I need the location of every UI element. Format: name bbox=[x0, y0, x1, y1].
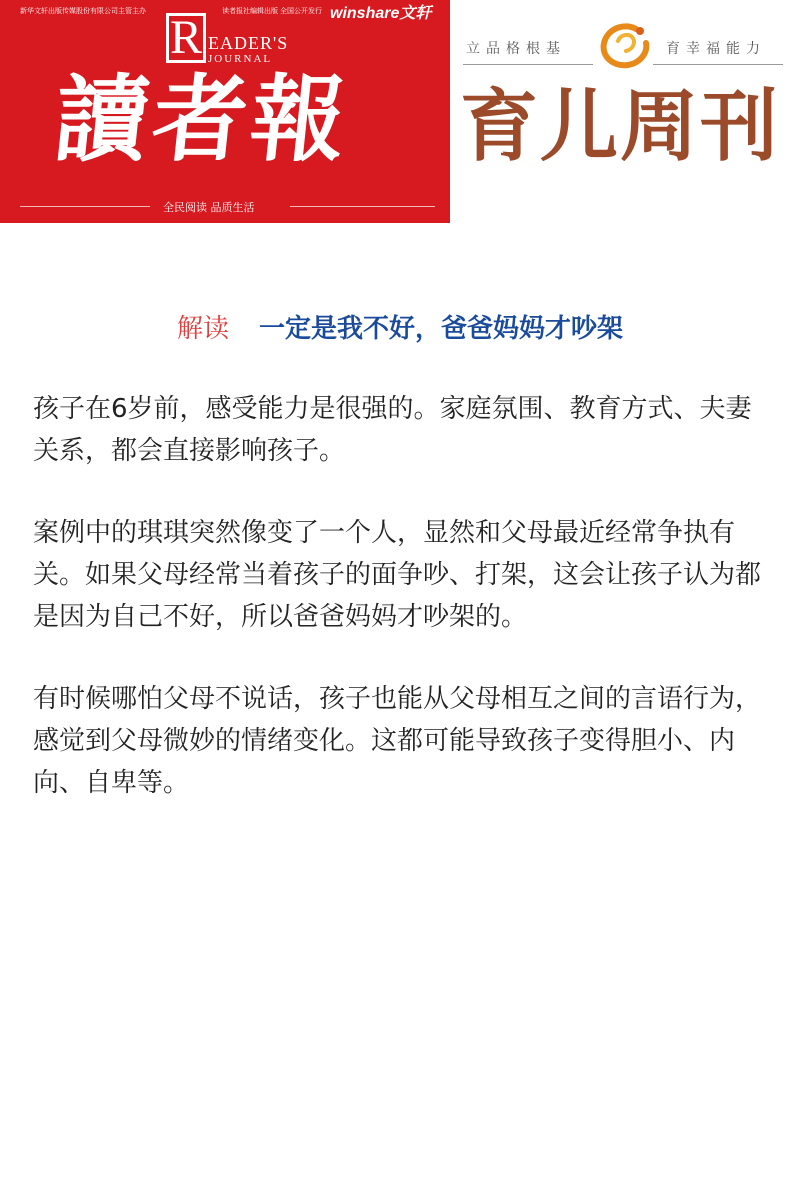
masthead-divider-left bbox=[20, 206, 150, 207]
article-paragraph: 案例中的琪琪突然像变了一个人，显然和父母最近经常争执有关。如果父母经常当着孩子的面争吵、打架，这会让孩子认为都是因为自己不好，所以爸爸妈妈才吵架的。 bbox=[33, 518, 762, 632]
journal-logo-initial: R bbox=[170, 11, 203, 64]
journal-logo-name: EADER'S bbox=[208, 33, 289, 53]
motto-left: 立品格根基 bbox=[466, 41, 566, 57]
article-heading bbox=[0, 308, 800, 345]
article-paragraph: 有时候哪怕父母不说话，孩子也能从父母相互之间的言语行为，感觉到父母微妙的情绪变化。这都可能导致孩子变得胆小、内向、自卑等。 bbox=[33, 684, 762, 798]
motto-underline-left bbox=[463, 64, 593, 65]
issuer-line: 读者报社编辑出版 全国公开发行 bbox=[222, 8, 322, 15]
motto-right: 育幸福能力 bbox=[666, 41, 766, 57]
masthead-divider-right bbox=[290, 206, 435, 207]
masthead-slogan: 全民阅读 品质生活 bbox=[163, 201, 255, 214]
article-body bbox=[33, 388, 773, 844]
journal-logo-sub: JOURNAL bbox=[208, 53, 273, 65]
publisher-line: 新华文轩出版传媒股份有限公司主管主办 bbox=[20, 8, 146, 15]
masthead-title: 讀者報 bbox=[49, 65, 355, 175]
winshare-brand: winshare文轩 bbox=[330, 5, 432, 22]
column-title: 育儿周刊 bbox=[460, 82, 781, 172]
motto-underline-right bbox=[653, 64, 783, 65]
orange-swirl-logo-icon bbox=[596, 21, 652, 71]
readers-journal-masthead bbox=[0, 0, 450, 223]
article-paragraph: 孩子在6岁前，感受能力是很强的。家庭氛围、教育方式、夫妻关系，都会直接影响孩子。 bbox=[33, 394, 752, 466]
article-title: 一定是我不好，爸爸妈妈才吵架 bbox=[259, 314, 624, 344]
article-tag: 解读 bbox=[176, 314, 229, 344]
